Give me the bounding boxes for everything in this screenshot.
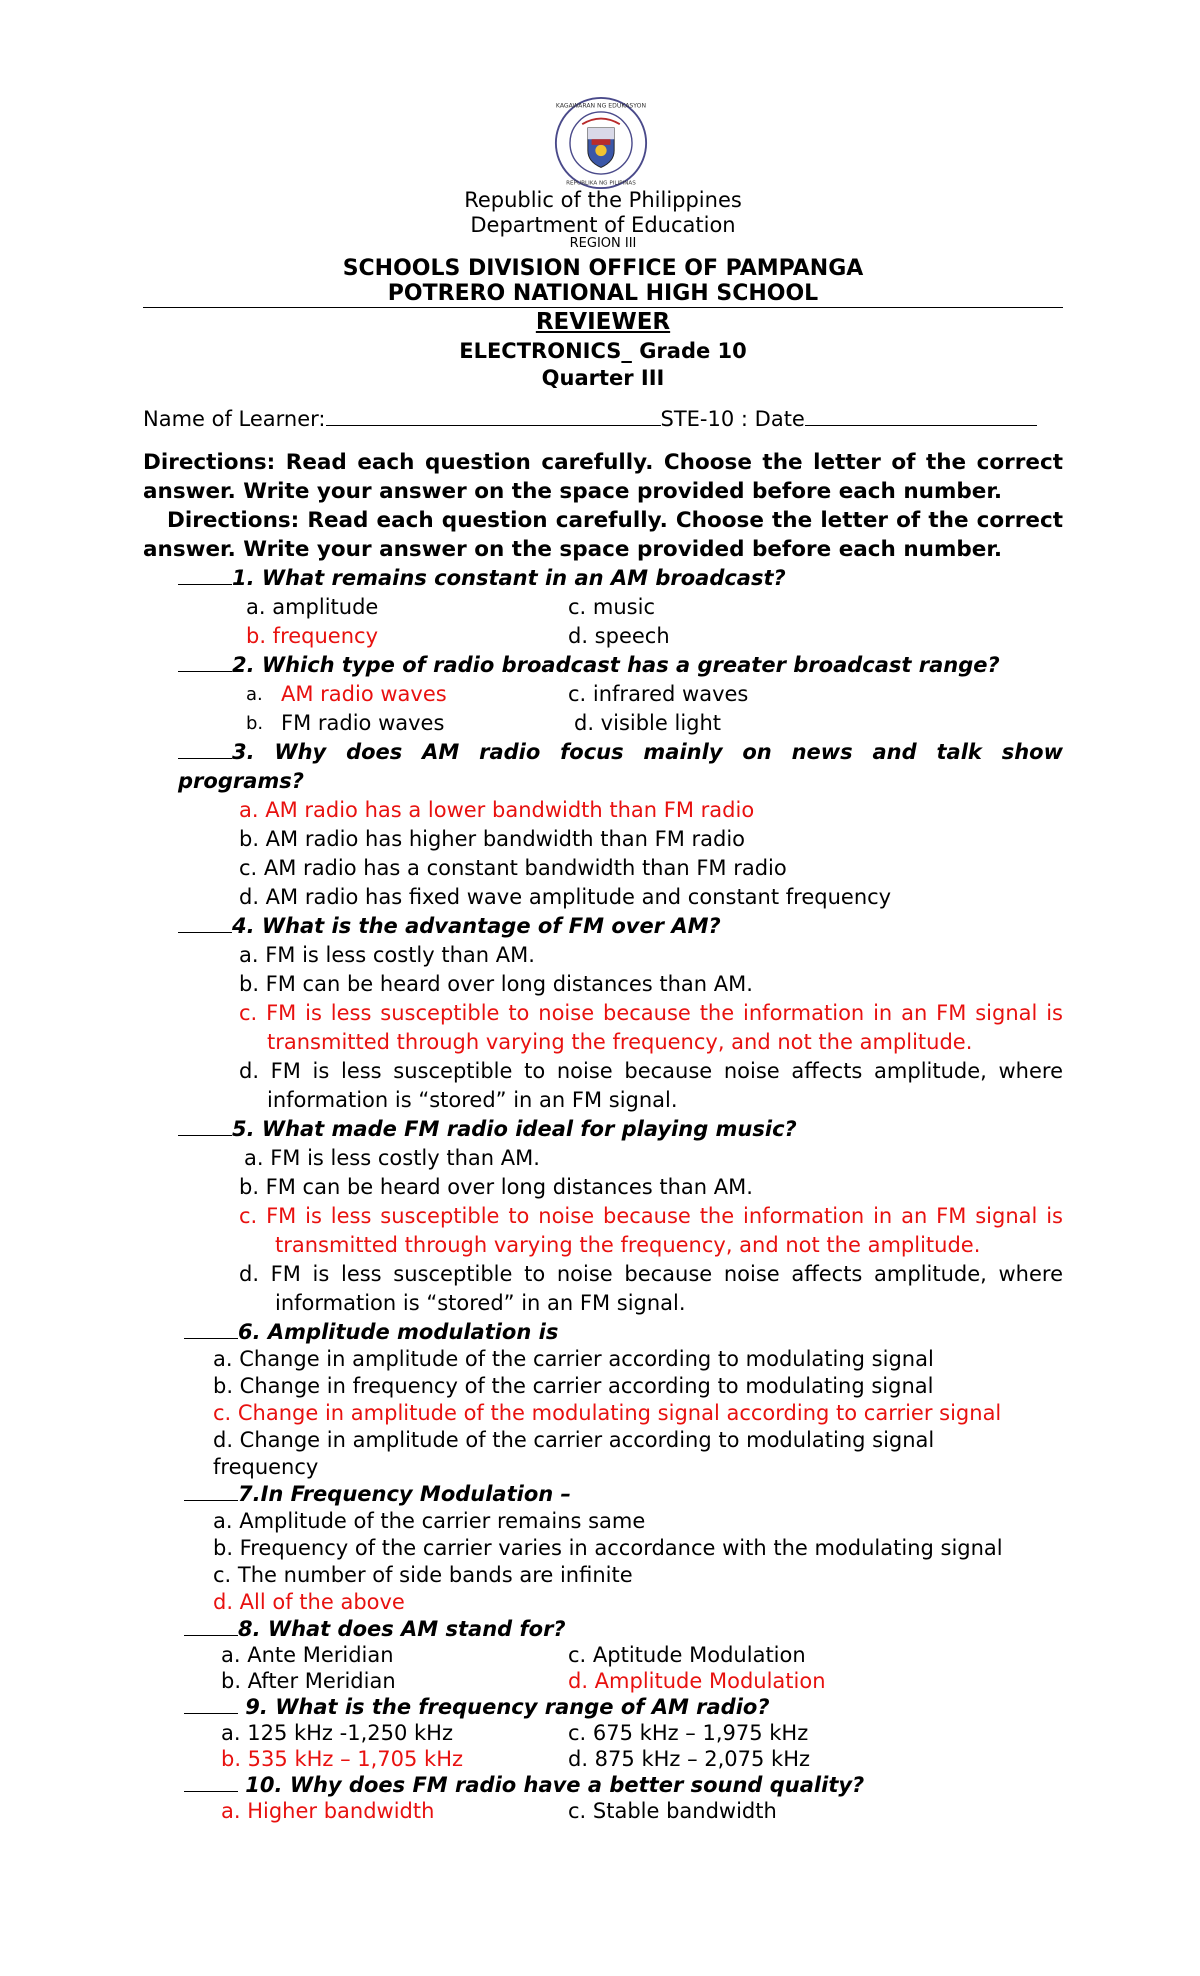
option-continued: frequency [213,1455,319,1479]
option-correct: d. Amplitude Modulation [568,1669,826,1693]
answer-blank[interactable] [178,740,232,759]
option: d. Change in amplitude of the carrier according to modulating signal [213,1428,935,1452]
question-10: 10. Why does FM radio have a better sound quality? [184,1771,864,1800]
option: c. Stable bandwidth [568,1799,777,1823]
deped-seal-logo [554,96,648,190]
section-date-label: STE-10 : Date [660,407,805,431]
subject-line: ELECTRONICS_ Grade 10 [459,339,747,363]
option: c. The number of side bands are infinite [213,1563,633,1587]
school-name: POTRERO NATIONAL HIGH SCHOOL [387,281,819,306]
option-letter: b. [246,713,264,734]
option: d. speech [568,624,670,648]
question-7: 7.In Frequency Modulation – [184,1480,571,1509]
learner-info-row [143,405,1063,434]
option-correct: a. AM radio has a lower bandwidth than FM radio [239,798,755,822]
option-correct: b. frequency [246,624,379,648]
answer-blank[interactable] [184,1482,238,1501]
directions-text-repeat: Directions: Read each question carefully. Choose the letter of the correct answer. Write your answer on the space provided before each number. [143,508,1063,562]
option-correct: d. All of the above [213,1590,405,1614]
question-2: 2. Which type of radio broadcast has a greater broadcast range? [178,651,1000,680]
option: b. Change in frequency of the carrier according to modulating signal [213,1374,934,1398]
option-correct: a. Higher bandwidth [221,1799,435,1823]
option: c. AM radio has a constant bandwidth than FM radio [239,856,787,880]
option: d. 875 kHz – 2,075 kHz [568,1747,811,1771]
option: d. FM is less susceptible to noise because noise affects amplitude, where [239,1262,1063,1286]
answer-blank[interactable] [178,566,232,585]
option: b. AM radio has higher bandwidth than FM radio [239,827,746,851]
option: a. FM is less costly than AM. [239,943,535,967]
question-4: 4. What is the advantage of FM over AM? [178,912,721,941]
question-6: 6. Amplitude modulation is [184,1318,558,1347]
option: a. Amplitude of the carrier remains same [213,1509,646,1533]
option: b. After Meridian [221,1669,396,1693]
directions-text: Directions: Read each question carefully. Choose the letter of the correct answer. Write your answer on the space provided before each number. [143,450,1063,504]
option: b. Frequency of the carrier varies in accordance with the modulating signal [213,1536,1003,1560]
option-correct: c. FM is less susceptible to noise because the information in an FM signal is [239,1001,1063,1025]
option: a. Ante Meridian [221,1643,394,1667]
division-office-line: SCHOOLS DIVISION OFFICE OF PAMPANGA [342,256,864,281]
option: d. AM radio has fixed wave amplitude and constant frequency [239,885,892,909]
option: d. visible light [574,711,722,735]
department-line: Department of Education [470,213,736,237]
republic-line: Republic of the Philippines [464,188,742,212]
option: a. 125 kHz -1,250 kHz [221,1721,453,1745]
option: FM radio waves [281,711,445,735]
option: c. infrared waves [568,682,749,706]
question-9: 9. What is the frequency range of AM radio? [184,1693,770,1722]
answer-blank[interactable] [184,1617,238,1636]
answer-blank[interactable] [178,1117,232,1136]
option: a. FM is less costly than AM. [244,1146,540,1170]
option: c. Aptitude Modulation [568,1643,806,1667]
svg-text:KAGAWARAN NG EDUKASYON: KAGAWARAN NG EDUKASYON [555,102,647,110]
option-correct: AM radio waves [281,682,447,706]
option: a. amplitude [246,595,379,619]
option: d. FM is less susceptible to noise because noise affects amplitude, where [239,1059,1063,1083]
option-continued: information is “stored” in an FM signal. [275,1291,686,1315]
option-letter: a. [246,684,263,705]
document-title: REVIEWER [535,309,671,335]
option: c. music [568,595,655,619]
option: c. 675 kHz – 1,975 kHz [568,1721,809,1745]
question-3: 3. Why does AM radio focus mainly on news and talk show [178,738,1063,767]
option-correct-continued: transmitted through varying the frequency, and not the amplitude. [267,1030,973,1054]
option-correct: c. Change in amplitude of the modulating signal according to carrier signal [213,1401,1002,1425]
question-5: 5. What made FM radio ideal for playing music? [178,1115,797,1144]
question-1: 1. What remains constant in an AM broadcast? [178,564,786,593]
option-correct-continued: transmitted through varying the frequency, and not the amplitude. [275,1233,981,1257]
name-field[interactable] [326,405,661,426]
date-field[interactable] [805,405,1037,426]
answer-blank[interactable] [184,1320,238,1339]
question-3-continued: programs? [178,769,304,793]
option: b. FM can be heard over long distances than AM. [239,972,753,996]
answer-blank[interactable] [178,914,232,933]
question-8: 8. What does AM stand for? [184,1615,566,1644]
svg-text:REPUBLIKA NG PILIPINAS: REPUBLIKA NG PILIPINAS [566,180,636,187]
option-correct: c. FM is less susceptible to noise because the information in an FM signal is [239,1204,1063,1228]
option-continued: information is “stored” in an FM signal. [267,1088,678,1112]
quarter-line: Quarter III [541,366,665,390]
answer-blank[interactable] [178,653,232,672]
option-correct: b. 535 kHz – 1,705 kHz [221,1747,464,1771]
answer-blank[interactable] [184,1695,238,1714]
answer-blank[interactable] [184,1773,238,1792]
option: a. Change in amplitude of the carrier according to modulating signal [213,1347,934,1371]
name-label: Name of Learner: [143,407,326,431]
option: b. FM can be heard over long distances than AM. [239,1175,753,1199]
region-line: REGION III [569,236,637,251]
